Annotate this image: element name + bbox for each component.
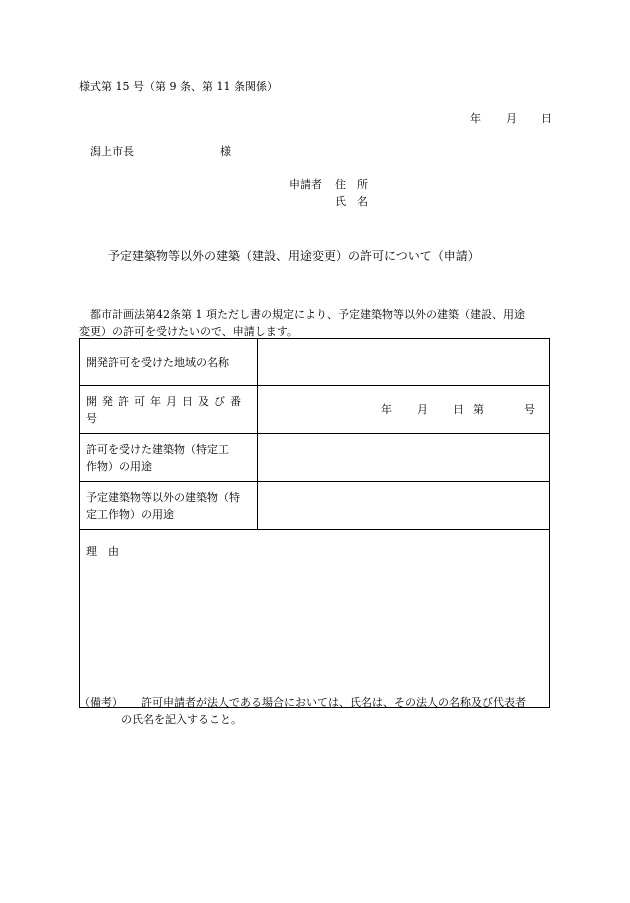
permit-year: 年 [381,403,392,416]
date-day: 日 [541,112,552,125]
table-row [80,339,550,386]
other-building-use-field[interactable] [258,482,550,530]
table-row [80,386,550,434]
applicant-address-label: 住 所 [335,178,368,191]
development-area-label: 開発許可を受けた地域の名称 [80,339,258,386]
reason-label: 理 由 [86,545,119,558]
body-line-2: 変更）の許可を受けたいので、申請します。 [79,325,298,338]
table-row [80,530,550,708]
date-month: 月 [506,112,517,125]
table-row [80,434,550,482]
development-area-field[interactable] [258,339,550,386]
recipient-honorific: 様 [220,145,231,158]
permit-date-number-field[interactable] [258,386,550,434]
application-table [79,338,550,708]
recipient-name: 潟上市長 [90,145,134,158]
form-number: 様式第 15 号（第 9 条、第 11 条関係） [79,80,278,93]
body-line-1: 都市計画法第42条第 1 項ただし書の規定により、予定建築物等以外の建築（建設、用途 [90,308,525,321]
document-title: 予定建築物等以外の建築（建設、用途変更）の許可について（申請） [108,249,480,263]
permit-date-number-label: 開発許可年月日及び番号 [80,386,258,434]
applicant-label: 申請者 [289,178,322,191]
date-line [0,113,630,127]
other-building-use-label [80,482,258,530]
permitted-building-use-field[interactable] [258,434,550,482]
applicant-name-label: 氏 名 [335,195,368,208]
permit-dai: 第 [473,403,484,416]
reason-field[interactable] [80,530,550,708]
remarks-head: （備考） [79,696,123,709]
remarks-line-2: の氏名を記入すること。 [121,713,242,726]
table-row [80,482,550,530]
other-building-use-label-line-2: 定工作物）の用途 [86,507,174,521]
permit-day: 日 [453,403,464,416]
remarks-line-1: 許可申請者が法人である場合においては、氏名は、その法人の名称及び代表者 [141,696,526,709]
permitted-building-use-label-line-2: 作物）の用途 [86,459,152,473]
permit-go: 号 [524,403,535,416]
permitted-building-use-label-line-1: 許可を受けた建築物（特定工 [86,442,229,456]
other-building-use-label-line-1: 予定建築物等以外の建築物（特 [86,490,240,504]
permitted-building-use-label [80,434,258,482]
date-year: 年 [470,112,481,125]
body-text [79,306,551,340]
permit-month: 月 [417,403,428,416]
